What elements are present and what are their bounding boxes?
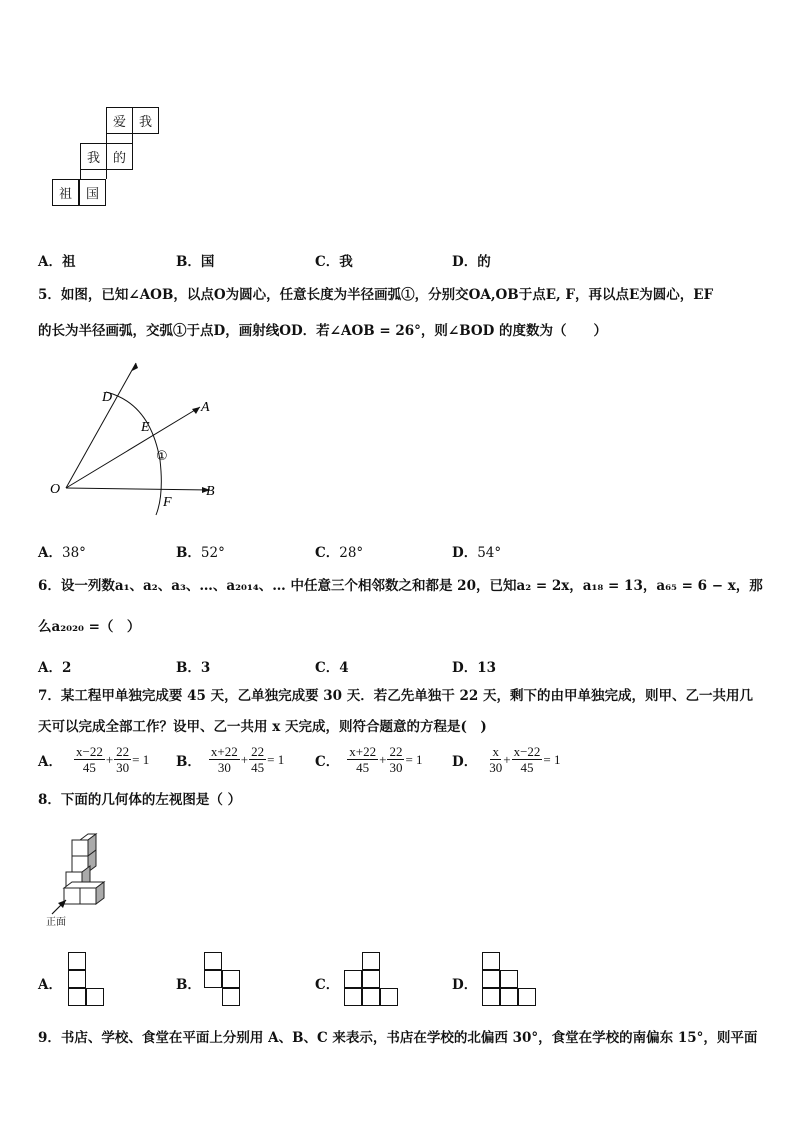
front-label: 正面 [46,917,66,928]
label-a: A [201,400,210,415]
label-b: B [206,484,215,499]
q8-option-a-label: A． [38,977,62,993]
q5-text-line2: 的长为半径画弧，交弧①于点D，画射线OD．若∠AOB = 26°，则∠BOD 的度数为（ ） [38,323,608,339]
q5-text-line1: 5．如图，已知∠AOB，以点O为圆心，任意长度为半径画弧①，分别交OA,OB于点E, F，再以点E为圆心，EF [38,287,714,303]
q4-option-d: D．的 [452,254,491,270]
q7-text-line2: 天可以完成全部工作？设甲、乙一共用 x 天完成，则符合题意的方程是( ) [38,719,487,735]
net-cell: 的 [106,143,133,170]
q7-option-a: A． $\frac{x-22}{45}$ + $\frac{22}{30}$ = 1 [38,744,150,775]
net-cell: 我 [80,143,107,170]
q7-option-d: D． $\frac{x}{30}$ + $\frac{x-22}{45}$ = 1 [452,744,561,775]
label-arc-1: ① [156,449,168,464]
q8-option-d-label: D． [452,977,478,993]
q6-option-c: C．4 [315,660,349,676]
net-stroke [106,170,107,179]
net-stroke [132,134,133,143]
label-o: O [50,482,61,497]
q6-text-line1: 6．设一列数a₁、a₂、a₃、…、a₂₀₁₄、… 中任意三个相邻数之和都是 20，已知a₂ = 2x，a₁₈ = 13，a₆₅ = 6 − x，那 [38,578,763,594]
q6-option-d: D．13 [452,660,497,676]
q4-option-c: C．我 [315,254,353,270]
q4-option-b: B．国 [176,254,215,270]
q8-option-c-label: C． [315,977,340,993]
q8-option-b-label: B． [176,977,201,993]
ray-ob [66,488,210,490]
net-stroke [106,134,107,143]
q5-option-d: D．54° [452,545,502,561]
q7-option-c: C． $\frac{x+22}{45}$ + $\frac{22}{30}$ = 1 [315,744,423,775]
net-stroke [80,170,81,179]
q5-option-c: C．28° [315,545,364,561]
q5-option-a: A．38° [38,545,86,561]
q6-option-b: B．3 [176,660,211,676]
net-cell: 国 [79,179,106,206]
q7-option-b: B． $\frac{x+22}{30}$ + $\frac{22}{45}$ = 1 [176,744,285,775]
label-e: E [141,420,150,435]
net-cell: 爱 [106,107,133,134]
q5-geometry-figure [40,355,230,525]
q6-option-a: A．2 [38,660,72,676]
arc-1 [106,392,161,515]
q5-option-b: B．52° [176,545,225,561]
q9-text-line1: 9．书店、学校、食堂在平面上分别用 A、B、C 来表示，书店在学校的北偏西 30°，食堂在学校的南偏东 15°，则平面 [38,1030,758,1046]
label-d: D [102,390,113,405]
ray-oa [66,407,200,488]
ray-oa-arrow [192,407,200,414]
q6-text-line2: 么a₂₀₂₀ =（ ） [38,619,141,635]
q7-text-line1: 7．某工程甲单独完成要 45 天，乙单独完成要 30 天．若乙先单独干 22 天，剩下的由甲单独完成，则甲、乙一共用几 [38,688,753,704]
q4-option-a: A．祖 [38,254,76,270]
net-cell: 祖 [52,179,79,206]
net-cell: 我 [132,107,159,134]
label-f: F [163,495,172,510]
ray-od [66,363,136,488]
q8-title: 8．下面的几何体的左视图是（ ） [38,792,242,808]
